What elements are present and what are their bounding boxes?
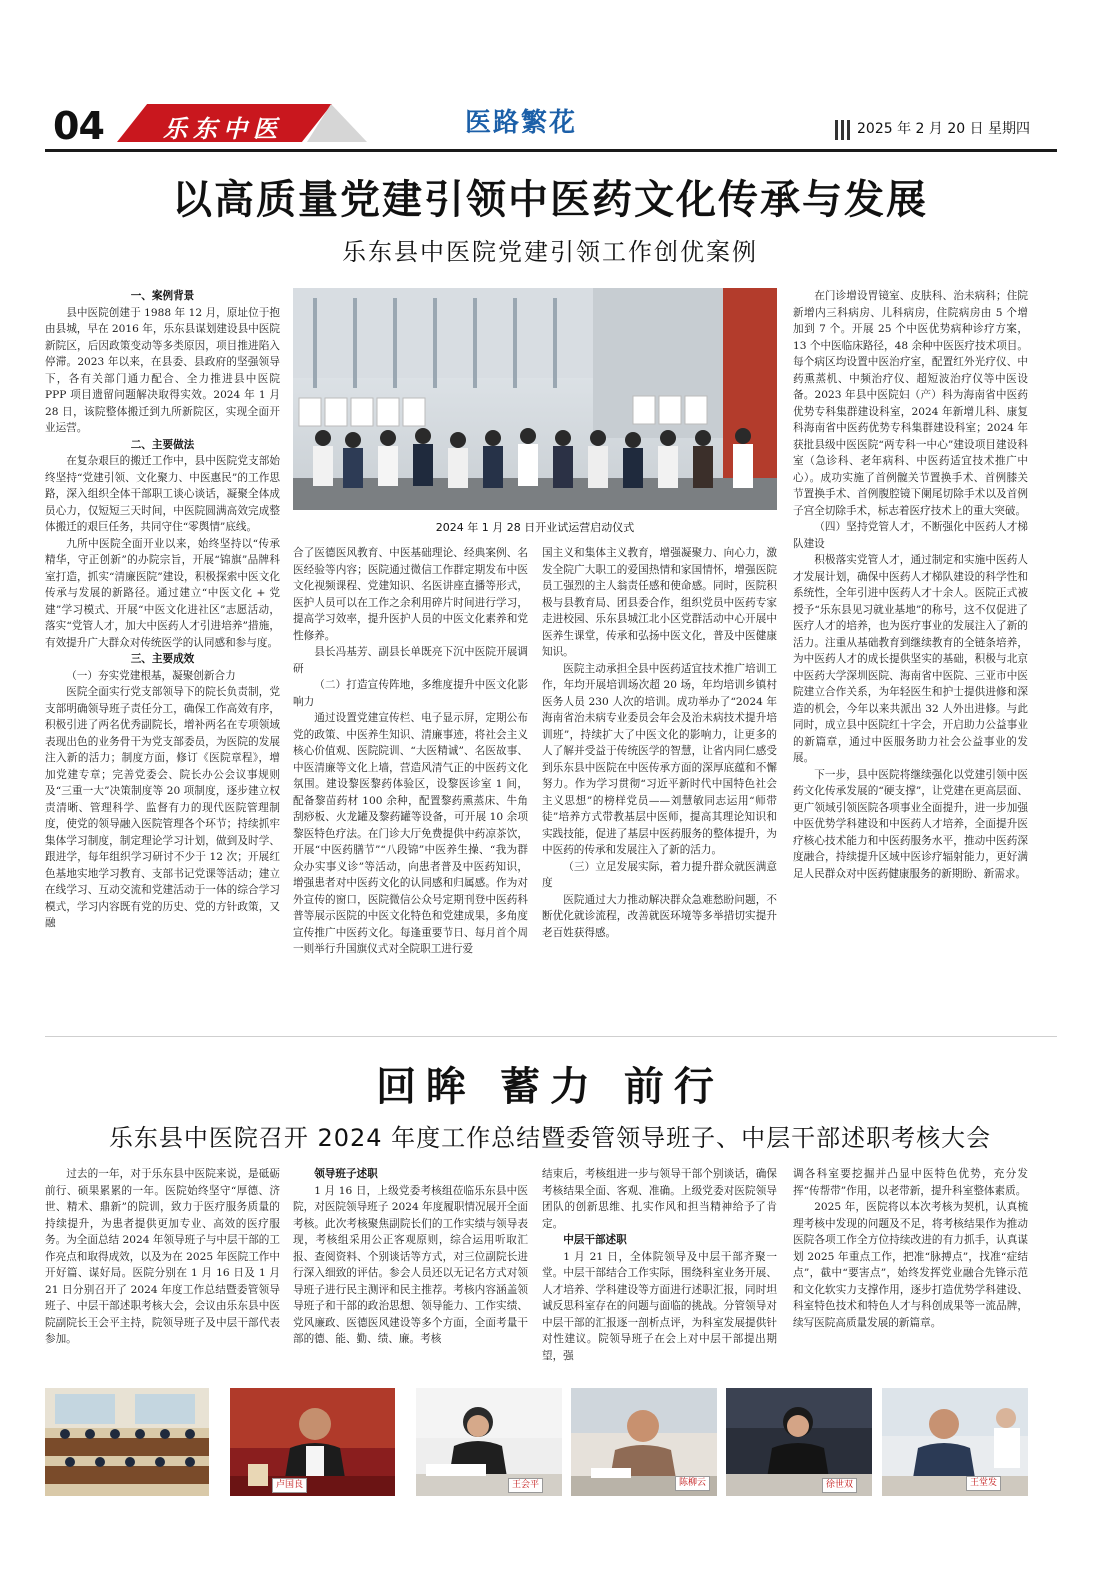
nameplate-2: 王会平 xyxy=(508,1478,543,1493)
section-heading: 中层干部述职 xyxy=(563,1234,627,1246)
issue-date: 2025 年 2 月 20 日 星期四 xyxy=(857,121,1031,137)
article1-title: 以高质量党建引领中医药文化传承与发展 xyxy=(172,177,928,223)
speaker-photo-3 xyxy=(571,1388,717,1496)
article1-column-1 xyxy=(45,288,280,1020)
subsection-heading: （三）立足发展实际，着力提升群众就医满意度 xyxy=(542,860,777,889)
paper-name-banner xyxy=(117,104,367,142)
paragraph: 九所中医院全面开业以来，始终坚持以“传承精华，守正创新”的办院宗旨，开展“锦旗”品牌科室打造，抓实“清廉医院”建设，积极探索中医文化传承与发展的新路径。通过建立“中医文化 + 党建”学习模式、开展“中医文化进社区”志愿活动，落实“党管人才，加大中医药人才引进培养”措施，有效提升广大群众对传统医学的认同感和参与度。 xyxy=(45,537,280,649)
nameplate-3: 陈柳云 xyxy=(675,1476,710,1491)
masthead-rule xyxy=(45,149,1057,152)
speaker-photo-1 xyxy=(230,1388,395,1496)
paragraph: 1 月 21 日，全体院领导及中层干部齐聚一堂。中层干部结合工作实际，围绕科室业务开展、人才培养、学科建设等方面进行述职汇报，同时坦诚反思科室存在的问题与面临的挑战。分管领导对中层干部的汇报逐一剖析点评，为科室发展提供针对性建议。院领导班子在会上对中层干部提出期望，强 xyxy=(542,1250,777,1362)
paper-name: 乐东中医 xyxy=(163,114,283,143)
nameplate-4: 徐世双 xyxy=(822,1478,857,1493)
opening-ceremony-photo xyxy=(293,288,777,510)
article-separator xyxy=(45,1036,1057,1037)
paragraph: 2025 年，医院将以本次考核为契机，认真梳理考核中发现的问题及不足，将考核结果作为推动医院各项工作全方位持续改进的有力抓手，认真谋划 2025 年重点工作，把准“脉搏点”，找准“症结点”，截中“要害点”，始终发挥党业融合先锋示范和文化软实力支撑作用，逐步打造优势学科建设、科室特色技术和特色人才与科创成果等一流品牌，续写医院高质量发展的新篇章。 xyxy=(793,1201,1028,1329)
paragraph: 医院全面实行党支部领导下的院长负责制，党支部明确领导班子责任分工，确保工作高效有序，积极引进了两名优秀副院长，增补两名在专项领域表现出色的业务骨干为党支部委员，为医院的发展注入新的活力；制度方面，修订《医院章程》，增加党建专章；完善党委会、院长办公会议事规则及“三重一大”决策制度等 20 项制度，逐步建立权责清晰、管理科学、监督有力的现代医院管理制度，使党的领导融入医院管理各个环节；持续抓牢集体学习制度，制定理论学习计划，做到及时学、跟进学，每年组织学习研讨不少于 12 次；开展红色基地实地学习教育、支部书记党课等活动；建立在线学习、互动交流和党建活动于一体的综合学习模式，学习内容既有党的历史、党的方针政策，又融 xyxy=(45,686,280,929)
paragraph: 县中医院创建于 1988 年 12 月，原址位于抱由县城，早在 2016 年，乐东县谋划建设县中医院新院区，后因政策变动等多类原因，项目推进陷入停滞。2023 年以来，在县委、县政府的坚强领导下，各有关部门通力配合、全力推进县中医院 PPP 项目遗留问题解决取得实效。2024 年 1 月 28 日，该院整体搬迁到九所新院区，实现全面开业运营。 xyxy=(45,306,280,434)
meeting-room-photo xyxy=(45,1388,209,1496)
paragraph: 1 月 16 日，上级党委考核组莅临乐东县中医院，对医院领导班子 2024 年度履职情况展开全面考核。此次考核聚焦副院长们的工作实绩与领导表现，考核组采用公正客观原则，综合运用听取汇报、查阅资料、个别谈话等方式，对三位副院长进行深入细致的评估。参会人员还以无记名方式对领导班子进行民主测评和民主推荐。考核内容涵盖领导班子和干部的政治思想、领导能力、工作实绩、党风廉政、医德医风建设等多个方面，全面考量干部的德、能、勤、绩、廉。考核 xyxy=(293,1184,528,1345)
paragraph: 过去的一年，对于乐东县中医院来说，是砥砺前行、硕果累累的一年。医院始终坚守“厚德、济世、精术、鼎新”的院训，致力于医疗服务质量的持续提升，为患者提供更加专业、高效的医疗服务。为全面总结 2024 年领导班子与中层干部的工作亮点和取得成效，以及为在 2025 年医院工作中开好篇、谋好局。医院分别在 1 月 16 日及 1 月 21 日分别召开了 2024 年度工作总结暨委管领导班子、中层干部述职考核大会，会议由乐东县中医院副院长王会平主持，院领导班子及中层干部代表参加。 xyxy=(45,1168,280,1345)
speaker-photo-5 xyxy=(882,1388,1028,1496)
article2-subtitle: 乐东县中医院召开 2024 年度工作总结暨委管领导班子、中层干部述职考核大会 xyxy=(108,1124,992,1152)
opening-ceremony-caption: 2024 年 1 月 28 日开业试运营启动仪式 xyxy=(435,521,635,534)
paragraph: 医院主动承担全县中医药适宜技术推广培训工作，年均开展培训场次超 20 场，年均培训乡镇村医务人员 230 人次的培训。成功举办了“2024 年海南省治未病专业委员会年会及治未病技术提升培训班”，持续扩大了中医文化的影响力，让更多的人了解并受益于传统医学的智慧，让省内同仁感受到乐东县中医院在中医传承方面的深厚底蕴和不懈努力。作为学习贯彻“习近平新时代中国特色社会主义思想”的榜样党员——刘慧敏同志运用“师带徒”培养方式带教基层中医师，提高其理论知识和实践技能，促进了基层中医药服务的整体提升，为中医药的传承和发展注入了新的活力。 xyxy=(542,662,777,856)
section-heading: 三、主要成效 xyxy=(130,653,195,665)
article1-subtitle: 乐东县中医院党建引领工作创优案例 xyxy=(342,238,758,266)
section-heading: 领导班子述职 xyxy=(314,1168,378,1180)
nameplate-5: 王堂发 xyxy=(966,1476,1001,1491)
paragraph: 县长冯基芳、副县长单既亮下沉中医院开展调研 xyxy=(293,646,528,675)
article2-column-4 xyxy=(793,1166,1028,1378)
speaker-photo-4 xyxy=(726,1388,872,1496)
masthead xyxy=(45,98,1057,152)
paragraph: 积极落实党管人才，通过制定和实施中医药人才发展计划，确保中医药人才梯队建设的科学性和系统性，全年引进中医药人才十余人。医院正式被授予“乐东县见习就业基地”的称号，这不仅促进了医疗人才的培养，也为医疗事业的发展注入了新的活力。注重从基础教育到继续教育的全链条培养，为中医药人才的成长提供坚实的基础，积极与北京中医药大学深圳医院、海南省中医院、三亚市中医院建立合作关系，为年轻医生和护士提供进修和深造的机会，今年以来共派出 32 人外出进修。与此同时，成立县中医院红十字会，开启助力公益事业的新篇章，通过中医服务助力社会公益事业的发展。 xyxy=(793,554,1028,764)
subsection-heading: （四）坚持党管人才，不断强化中医药人才梯队建设 xyxy=(793,521,1028,550)
article2-column-2 xyxy=(293,1166,528,1378)
speaker-photo-2 xyxy=(416,1388,562,1496)
paragraph: 结束后，考核组进一步与领导干部个别谈话，确保考核结果全面、客观、准确。上级党委对医院领导团队的创新思维、扎实作风和担当精神给予了肯定。 xyxy=(542,1168,777,1230)
paragraph: 调各科室要挖掘并凸显中医特色优势，充分发挥“传帮带”作用，以老带新，提升科室整体素质。 xyxy=(793,1168,1028,1197)
paragraph: 医院通过大力推动解决群众急难愁盼问题，不断优化就诊流程，改善就医环境等多举措切实提升老百姓获得感。 xyxy=(542,893,777,939)
article1-column-2 xyxy=(293,545,528,1020)
article1-column-4 xyxy=(793,288,1028,1020)
paragraph: 通过设置党建宣传栏、电子显示屏，定期公布党的政策、中医养生知识、清廉事迹，将社会主义核心价值观、医院院训、“大医精诚”、名医故事、中医清廉等文化上墙，营造风清气正的中医药文化氛围。建设黎医黎药体验区，设黎医诊室 1 间，配备黎苗药材 100 余种，配置黎药熏蒸床、牛角刮痧板、火龙罐及黎药罐等设备，可开展 10 余项黎医特色疗法。在门诊大厅免费提供中药凉茶饮，开展“中医药膳节”“八段锦”中医养生操、“我为群众办实事义诊”等活动，向患者普及中医药知识，增强患者对中医药文化的认同感和归属感。作为对外宣传的窗口，医院微信公众号定期刊登中医药科普等展示医院的中医文化特色和党建成果，多角度宣传推广中医药文化。每逢重要节日、每月首个周一则举行升国旗仪式对全院职工进行爱 xyxy=(293,712,528,955)
section-heading: 一、案例背景 xyxy=(130,290,195,302)
section-heading: 二、主要做法 xyxy=(130,438,195,451)
subsection-heading: （二）打造宣传阵地，多维度提升中医文化影响力 xyxy=(293,679,528,708)
barcode-icon xyxy=(835,120,855,140)
paragraph: 国主义和集体主义教育，增强凝聚力、向心力，激发全院广大职工的爱国热情和家国情怀，增强医院员工强烈的主人翁责任感和使命感。同时，医院积极与县教育局、团县委合作，组织党员中医药专家走进校园、乐东县城江北小区党群活动中心开展中医养生课堂，传承和弘扬中医文化，普及中医健康知识。 xyxy=(542,547,777,658)
page-number: 04 xyxy=(53,104,104,148)
subsection-heading: （一）夯实党建根基，凝聚创新合力 xyxy=(66,669,236,682)
article2-column-1 xyxy=(45,1166,280,1378)
paragraph: 在门诊增设胃镜室、皮肤科、治未病科；住院新增内三科病房、儿科病房，住院病房由 5 个增加到 7 个。开展 25 个中医优势病种诊疗方案，13 个中医临床路径，48 余种中医医疗技术项目。每个病区均设置中医治疗室，配置红外光疗仪、中药熏蒸机、中频治疗仪、超短波治疗仪等中医设备。2023 年县中医院妇（产）科为海南省中医药优势专科集群建设科室，2024 年新增儿科、康复科海南省中医药优势专科集群建设科室；2024 年获批县级中医医院“两专科一中心”建设项目建设科室（急诊科、老年病科、中医药适宜技术推广中心）。成功实施了首例髋关节置换手术、首例膝关节置换手术、首例腹腔镜下阑尾切除手术以及首例子宫全切除手术，标志着医疗技术上的重大突破。 xyxy=(793,290,1028,517)
article1-column-3 xyxy=(542,545,777,1020)
section-title: 医路繁花 xyxy=(465,108,578,138)
paragraph: 合了医德医风教育、中医基础理论、经典案例、名医经验等内容；医院通过微信工作群定期发布中医文化视频课程、党建知识、名医讲座直播等形式，医护人员可以在工作之余利用碎片时间进行学习，提高学习效率，提升医护人员的中医文化素养和党性修养。 xyxy=(293,547,528,642)
nameplate-1: 卢国良 xyxy=(272,1478,307,1493)
article2-title: 回眸 蓄力 前行 xyxy=(376,1064,724,1110)
article2-column-3 xyxy=(542,1166,777,1378)
paragraph: 在复杂艰巨的搬迁工作中，县中医院党支部始终坚持“党建引领、文化聚力、中医惠民”的工作思路，深入组织全体干部职工谈心谈话，凝聚全体成员心力，仅短短三天时间，中医院圆满高效完成整体搬迁的艰巨任务，共同守住“零舆情”底线。 xyxy=(45,455,280,533)
paragraph: 下一步，县中医院将继续强化以党建引领中医药文化传承发展的“硬支撑”，让党建在更高层面、更广领域引领医院各项事业全面提升，进一步加强中医优势学科建设和中医药人才培养，全面提升医疗核心技术能力和中医药服务水平，推动中医药深度融合，持续提升区域中医诊疗辐射能力，更好满足人民群众对中医药健康服务的新期盼、新需求。 xyxy=(793,768,1028,880)
